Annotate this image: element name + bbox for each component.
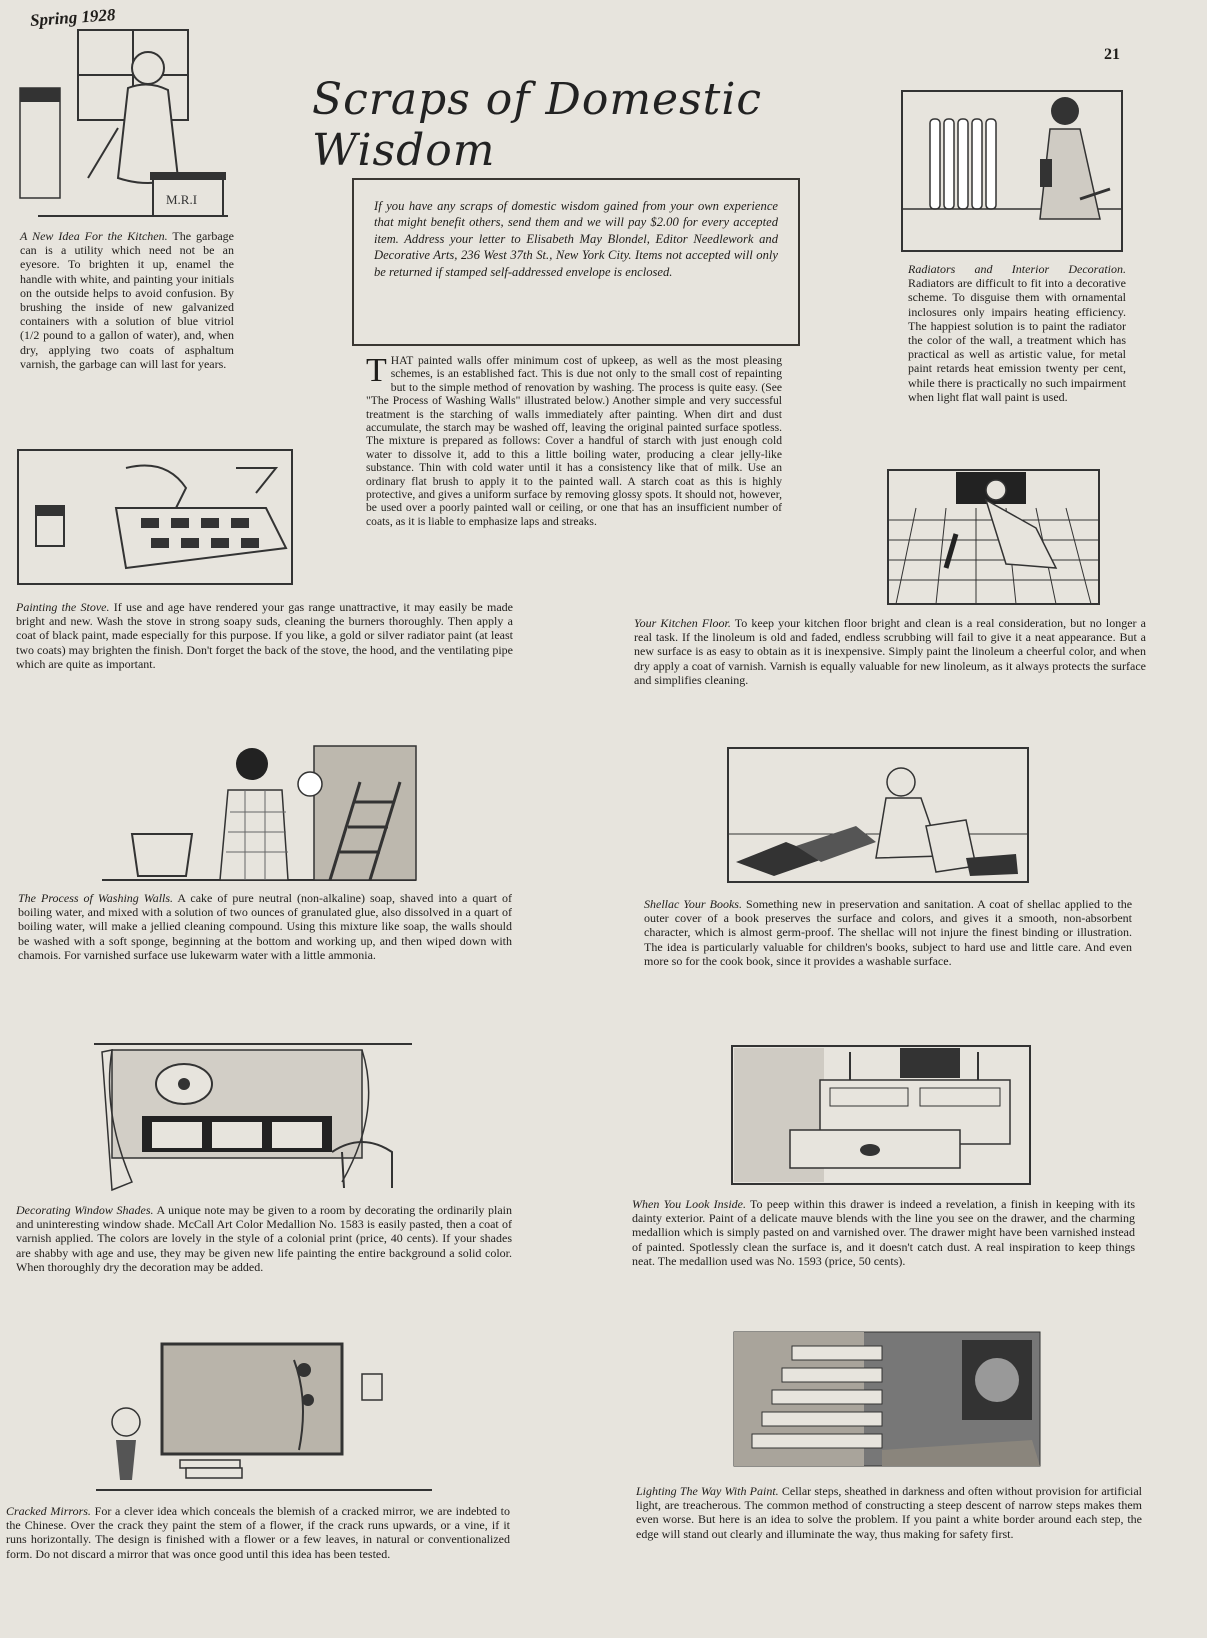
notice-text: If you have any scraps of domestic wisdom gained from your own experience that might benefit others, send them and we will pay $2.00 for every accepted item. Address your letter to Elisabeth May Blondel, Editor Needlework and Decorative Arts, 236 West 37th St., New York City. Items not accepted will only be returned if stamped self-addressed envelope is enclosed. xyxy=(374,199,778,279)
caption-title: Lighting The Way With Paint. xyxy=(636,1484,779,1498)
illustration-radiator xyxy=(900,89,1125,255)
illustration-cellar-steps xyxy=(732,1330,1042,1468)
illustration-drawer xyxy=(730,1044,1032,1186)
intro-article xyxy=(366,354,782,528)
caption-kitchen xyxy=(20,229,234,371)
page-title: Scraps of Domestic Wisdom xyxy=(312,74,763,176)
caption-title: Radiators and Interior Decoration. xyxy=(908,262,1126,276)
caption-text: Something new in preservation and sanitation. A coat of shellac applied to the outer cover of a book preserves the surface and colors, and gives it a smooth, non-absorbent character, which is almost germ-proof. The shellac will not injure the finest binding or illustration. The idea is particularly valuable for children's books, subject to hard use and little care. And even more so for the cook book, since it provides a washable surface. xyxy=(644,897,1133,968)
caption-text: To peep within this drawer is indeed a revelation, a finish in keeping with its dainty exterior. Paint of a delicate mauve blends with the line you see on the drawer, and the charming medallion which is simply pasted on and varnished over. The drawer might have been varnished instead of painted. Spotlessly clean the surface is, and it doesn't catch dust. A real inspiration to keep things neat. The medallion used was No. 1593 (price, 50 cents). xyxy=(632,1197,1135,1268)
caption-walls xyxy=(18,891,512,962)
caption-stove xyxy=(16,600,513,671)
caption-steps xyxy=(636,1484,1142,1541)
caption-shades xyxy=(16,1203,512,1274)
caption-text: A unique note may be given to a room by decorating the ordinarily plain and uninteresting window shade. McCall Art Color Medallion No. 1583 is easily pasted, then a coat of varnish applied. The colors are lovely in the style of a colonial print (price, 40 cents). If your shades are shabby with age and use, they may be given new life painting the entire background a solid color. When thoroughly dry the decoration may be added. xyxy=(16,1203,512,1274)
illustration-window-shade xyxy=(92,1042,414,1192)
caption-text: If use and age have rendered your gas range unattractive, it may easily be made bright and new. Wash the stove in strong soapy suds, cleaning the burners thoroughly. Then apply a coat of black paint, made especially for this purpose. If you like, a gold or silver radiator paint (at least two coats) may brighten the finish. Don't forget the back of the stove, the hood, and the ventilating pipe which are quite as important. xyxy=(16,600,513,671)
illustration-kitchen xyxy=(18,28,228,222)
caption-text: Radiators are difficult to fit into a decorative scheme. To disguise them with ornamental inclosures only impairs heating efficiency. The happiest solution is to paint the radiator the color of the wall, a treatment which has practical as well as artistic value, for metal paint retards heat emission twenty per cent, while there is practically no such impairment when light flat wall paint is used. xyxy=(908,276,1126,404)
caption-title: A New Idea For the Kitchen. xyxy=(20,229,168,243)
illustration-washing-walls xyxy=(100,742,418,882)
caption-text: For a clever idea which conceals the blemish of a cracked mirror, we are indebted to the Chinese. Over the crack they paint the stem of a flower, if the crack runs upwards, or a vine, if it runs horizontally. The design is finished with a flower or a few leaves, in natural or conventionalized form. Do not discard a mirror that was once good until this idea has been tested. xyxy=(6,1504,511,1561)
caption-title: When You Look Inside. xyxy=(632,1197,746,1211)
caption-drawer xyxy=(632,1197,1135,1268)
caption-title: The Process of Washing Walls. xyxy=(18,891,174,905)
caption-title: Your Kitchen Floor. xyxy=(634,616,731,630)
caption-title: Painting the Stove. xyxy=(16,600,110,614)
caption-radiators xyxy=(908,262,1126,404)
illustration-initials: M.R.I xyxy=(166,192,198,207)
illustration-stove xyxy=(16,448,296,588)
caption-mirrors xyxy=(6,1504,510,1561)
submission-notice xyxy=(352,178,800,346)
page-number: 21 xyxy=(1104,46,1120,63)
caption-title: Shellac Your Books. xyxy=(644,897,742,911)
caption-title: Cracked Mirrors. xyxy=(6,1504,91,1518)
caption-text: A cake of pure neutral (non-alkaline) soap, shaved into a quart of boiling water, and mixed with a solution of two ounces of granulated glue, also dissolved in a quart of boiling water, will make a jellied cleaning compound. Using this mixture like soap, the walls should be washed with a soft sponge, beginning at the bottom and working up, and then wiped down with chamois. For varnished surface use lukewarm water with a little ammonia. xyxy=(18,891,512,962)
illustration-mirror xyxy=(94,1340,434,1492)
caption-text: To keep your kitchen floor bright and clean is a real consideration, but no longer a real task. If the linoleum is old and faded, endless scrubbing will fail to give it a neat appearance. But a new surface is as easy to obtain as it is inexpensive. Simply paint the linoleum a cheerful color, and when dry apply a coat of varnish. Varnish is equally valuable for new linoleum, as it always protects the surface and simplifies cleaning. xyxy=(634,616,1146,687)
caption-text: The garbage can is a utility which need not be an eyesore. To brighten it up, enamel the handle with white, and painting your initials on the outside helps to avoid confusion. By brushing the inside of new galvanized containers with a solution of blue vitriol (1/2 pound to a gallon of water), and, when dry, applying two coats of asphaltum varnish, the garbage can will last for years. xyxy=(20,229,234,371)
caption-title: Decorating Window Shades. xyxy=(16,1203,154,1217)
illustration-kitchen-floor xyxy=(886,468,1101,606)
issue-season: Spring 1928 xyxy=(29,5,117,30)
illustration-books xyxy=(726,746,1030,884)
caption-books xyxy=(644,897,1132,968)
intro-text: HAT painted walls offer minimum cost of upkeep, as well as the most pleasing schemes, is an established fact. This is due not only to the small cost of repainting but to the simple method of renovation by washing. The process is quite easy. (See "The Process of Washing Walls" illustrated below.) Another simple and very successful treatment is the starching of walls immediately after painting. When dirt and dust accumulate, the starch may be washed off, leaving the original painted surface spotless. The mixture is prepared as follows: Cover a handful of starch with just enough cold water to dissolve it, add to this a little boiling water, producing a clear jelly-like substance. Thin with cold water until it has a consistency like that of milk. Use an ordinary flat brush to apply it to the painted wall. A starch coat as this is highly protective, and gives a uniform surface by removing glossy spots. It should not, however, be used over a poorly painted wall or ceiling, or one that has an insufficient number of coats, as it is liable to emphasize laps and streaks. xyxy=(366,354,782,528)
drop-cap: T xyxy=(366,352,387,389)
caption-floor xyxy=(634,616,1146,687)
caption-text: Cellar steps, sheathed in darkness and often without provision for artificial light, are treacherous. The common method of constructing a steep descent of narrow steps makes them even worse. But here is an idea to solve the problem. If you paint a white border around each step, the edge will stand out clearly and illuminate the way, thus making for safety first. xyxy=(636,1484,1142,1541)
